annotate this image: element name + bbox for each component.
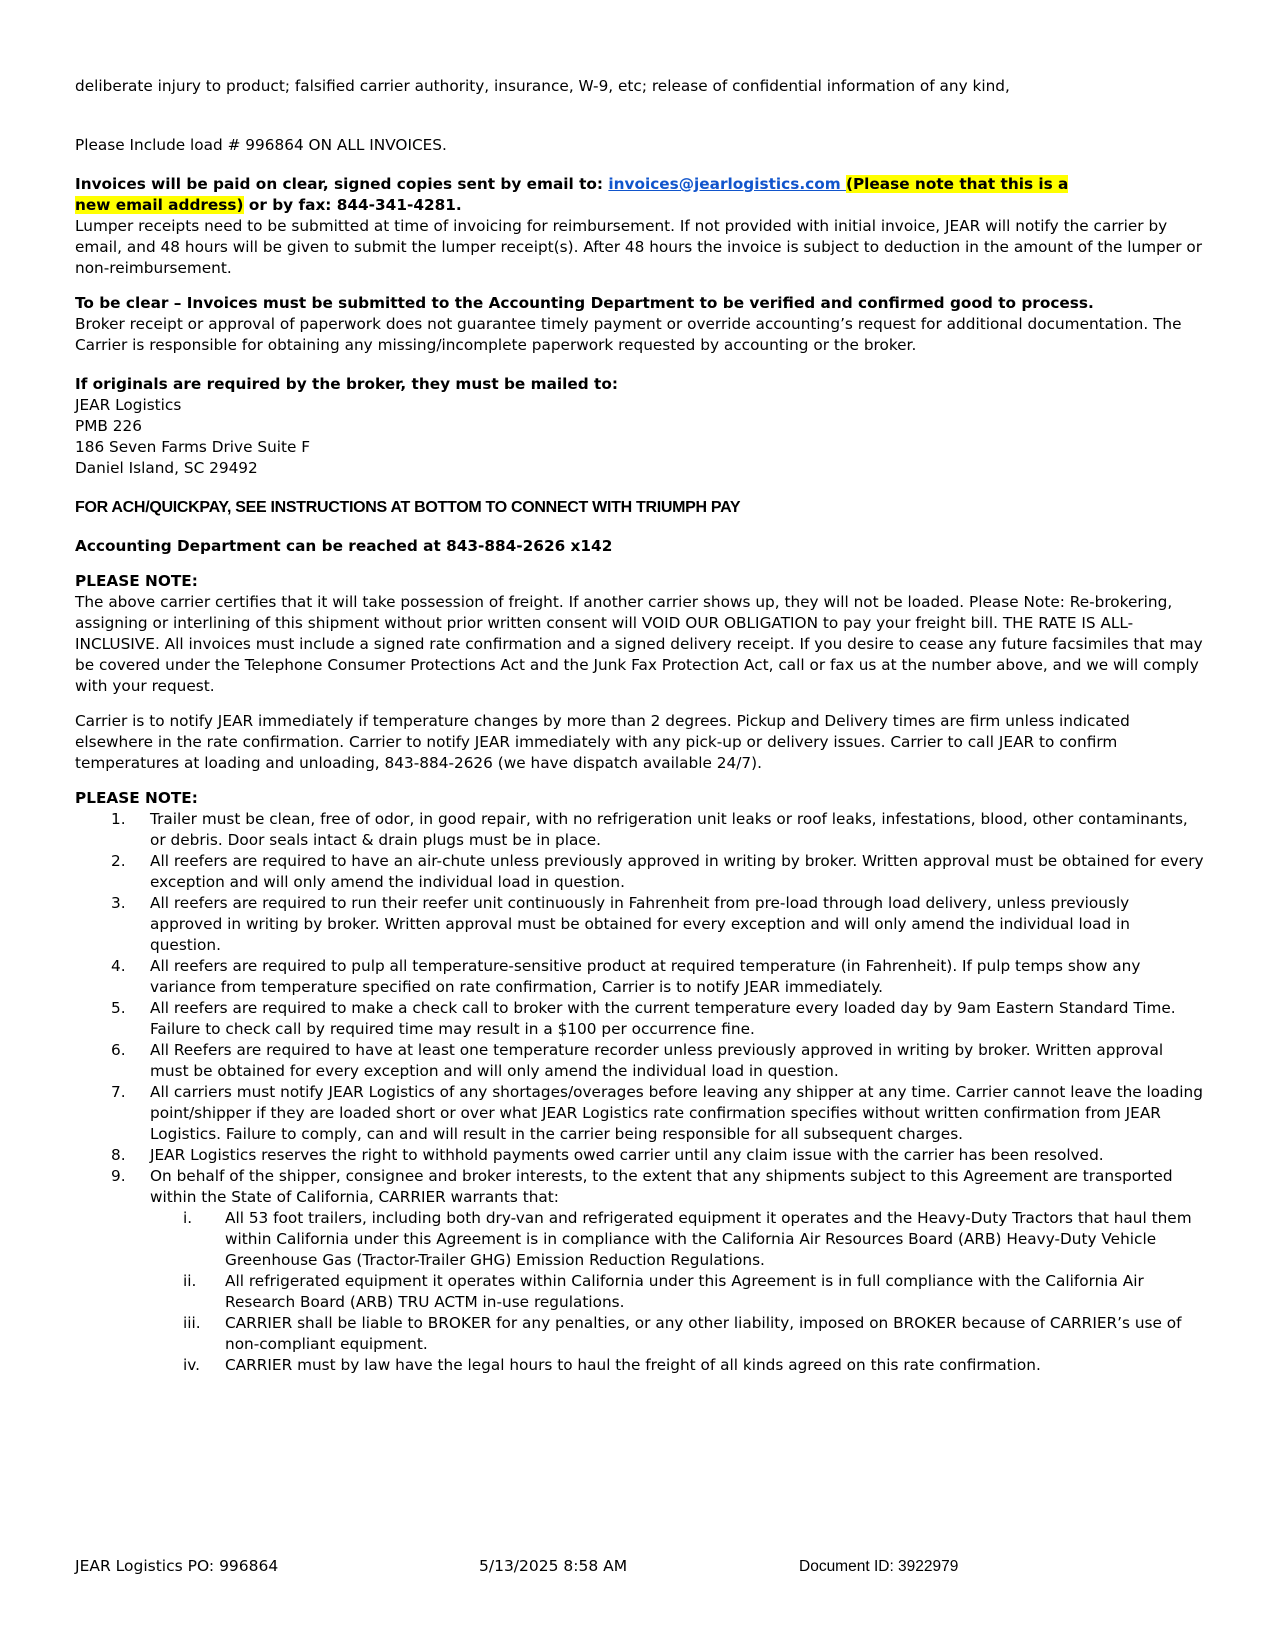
address-line: 186 Seven Farms Drive Suite F bbox=[75, 438, 311, 456]
sublist-item bbox=[150, 1355, 1205, 1376]
ach-quickpay-line: FOR ACH/QUICKPAY, SEE INSTRUCTIONS AT BOTTOM TO CONNECT WITH TRIUMPH PAY bbox=[75, 499, 741, 516]
list-item-number: 6. bbox=[111, 1041, 126, 1059]
list-item bbox=[75, 809, 1205, 851]
please-note-heading: PLEASE NOTE: bbox=[75, 572, 198, 590]
clear-body: Broker receipt or approval of paperwork does not guarantee timely payment or override accounting’s request for additional documentation. The Carrier is responsible for obtaining any missing/incomplete paperwork requested by accounting or the broker. bbox=[75, 315, 1182, 354]
load-line: Please Include load # 996864 ON ALL INVOICES. bbox=[75, 136, 447, 154]
lumper-text: Lumper receipts need to be submitted at time of invoicing for reimbursement. If not provided with initial invoice, JEAR will notify the carrier by email, and 48 hours will be given to submit the lumper receipt(s). After 48 hours the invoice is subject to deduction in the amount of the lumper or non-reimbursement. bbox=[75, 217, 1203, 277]
address-line: PMB 226 bbox=[75, 417, 142, 435]
document-page bbox=[75, 76, 1205, 1376]
list-item bbox=[75, 1166, 1205, 1376]
new-email-note-2: new email address) bbox=[75, 196, 244, 214]
list-item-number: 1. bbox=[111, 810, 126, 828]
list-item-text: All carriers must notify JEAR Logistics of any shortages/overages before leaving any shipper at any time. Carrier cannot leave the loading point/shipper if they are loaded short or over what JEAR Logistics rate confirmation specifies without written confirmation from JEAR Logistics. Failure to comply, can and will result in the carrier being responsible for all subsequent charges. bbox=[150, 1083, 1203, 1143]
list-item-number: 8. bbox=[111, 1146, 126, 1164]
list-item bbox=[75, 851, 1205, 893]
please-note-body: The above carrier certifies that it will take possession of freight. If another carrier shows up, they will not be loaded. Please Note: Re-brokering, assigning or interlining of this shipment without prior written consent will VOID OUR OBLIGATION to pay your freight bill. THE RATE IS ALL-INCLUSIVE. All invoices must include a signed rate confirmation and a signed delivery receipt. If you desire to cease any future facsimiles that may be covered under the Telephone Consumer Protections Act and the Junk Fax Protection Act, call or fax us at the number above, and we will comply with your request. bbox=[75, 593, 1203, 695]
fax-line: or by fax: 844-341-4281. bbox=[243, 196, 462, 214]
sublist-item bbox=[150, 1271, 1205, 1313]
new-email-note: (Please note that this is a bbox=[845, 175, 1069, 193]
please-note-heading: PLEASE NOTE: bbox=[75, 789, 198, 807]
originals-heading: If originals are required by the broker, they must be mailed to: bbox=[75, 375, 618, 393]
originals-block bbox=[75, 374, 1205, 479]
sublist-item-number: iii. bbox=[183, 1314, 201, 1332]
list-item-text: All reefers are required to run their reefer unit continuously in Fahrenheit from pre-load through load delivery, unless previously approved in writing by broker. Written approval must be obtained for every exception and will only amend the individual load in question. bbox=[150, 894, 1130, 954]
list-item-number: 2. bbox=[111, 852, 126, 870]
list-item-text: On behalf of the shipper, consignee and broker interests, to the extent that any shipments subject to this Agreement are transported within the State of California, CARRIER warrants that: bbox=[150, 1167, 1173, 1206]
invoices-lead: Invoices will be paid on clear, signed copies sent by email to: bbox=[75, 175, 609, 193]
list-item bbox=[75, 998, 1205, 1040]
sublist-item-number: ii. bbox=[183, 1272, 197, 1290]
california-sublist bbox=[150, 1208, 1205, 1376]
list-item bbox=[75, 1145, 1205, 1166]
clear-heading: To be clear – Invoices must be submitted to the Accounting Department to be verified and confirmed good to process. bbox=[75, 294, 1094, 312]
list-item bbox=[75, 893, 1205, 956]
list-item-number: 9. bbox=[111, 1167, 126, 1185]
footer-po-number: JEAR Logistics PO: 996864 bbox=[75, 1557, 279, 1575]
page-footer bbox=[75, 1556, 1205, 1576]
address-line: JEAR Logistics bbox=[75, 396, 182, 414]
sublist-item-text: CARRIER shall be liable to BROKER for any penalties, or any other liability, imposed on BROKER because of CARRIER’s use of non-compliant equipment. bbox=[225, 1314, 1182, 1353]
list-item-text: JEAR Logistics reserves the right to withhold payments owed carrier until any claim issue with the carrier has been resolved. bbox=[150, 1146, 1104, 1164]
top-line: deliberate injury to product; falsified carrier authority, insurance, W-9, etc; release of confidential information of any kind, bbox=[75, 77, 1010, 95]
list-item-text: All reefers are required to make a check call to broker with the current temperature every loaded day by 9am Eastern Standard Time. Failure to check call by required time may result in a $100 per occurrence fine. bbox=[150, 999, 1176, 1038]
sublist-item-text: All refrigerated equipment it operates within California under this Agreement is in full compliance with the California Air Research Board (ARB) TRU ACTM in-use regulations. bbox=[225, 1272, 1144, 1311]
list-item bbox=[75, 956, 1205, 998]
list-item-text: Trailer must be clean, free of odor, in good repair, with no refrigeration unit leaks or roof leaks, infestations, blood, other contaminants, or debris. Door seals intact & drain plugs must be in place. bbox=[150, 810, 1188, 849]
sublist-item-text: All 53 foot trailers, including both dry-van and refrigerated equipment it operates and the Heavy-Duty Tractors that haul them within California under this Agreement is in compliance with the California Air Resources Board (ARB) Heavy-Duty Vehicle Greenhouse Gas (Tractor-Trailer GHG) Emission Reduction Regulations. bbox=[225, 1209, 1192, 1269]
sublist-item-number: i. bbox=[183, 1209, 193, 1227]
footer-datetime: 5/13/2025 8:58 AM bbox=[479, 1557, 628, 1575]
list-item bbox=[75, 1082, 1205, 1145]
invoices-paragraph bbox=[75, 174, 1205, 279]
accounting-contact-line: Accounting Department can be reached at 843-884-2626 x142 bbox=[75, 537, 613, 555]
temperature-notice: Carrier is to notify JEAR immediately if temperature changes by more than 2 degrees. Pickup and Delivery times are firm unless indicated elsewhere in the rate confirmation. Carrier to notify JEAR immediately with any pick-up or delivery issues. Carrier to call JEAR to confirm temperatures at loading and unloading, 843-884-2626 (we have dispatch available 24/7). bbox=[75, 712, 1130, 772]
footer-document-id: Document ID: 3922979 bbox=[799, 1558, 959, 1575]
list-item-number: 7. bbox=[111, 1083, 126, 1101]
clear-paragraph bbox=[75, 293, 1205, 356]
invoices-email-link[interactable]: invoices@jearlogistics.com bbox=[608, 175, 846, 193]
sublist-item-number: iv. bbox=[183, 1356, 200, 1374]
list-item-text: All Reefers are required to have at least one temperature recorder unless previously approved in writing by broker. Written approval must be obtained for every exception and will only amend the individual load in question. bbox=[150, 1041, 1164, 1080]
please-note-block-1 bbox=[75, 571, 1205, 774]
sublist-item bbox=[150, 1313, 1205, 1355]
sublist-item-text: CARRIER must by law have the legal hours to haul the freight of all kinds agreed on this rate confirmation. bbox=[225, 1356, 1041, 1374]
requirements-list bbox=[75, 809, 1205, 1376]
sublist-item bbox=[150, 1208, 1205, 1271]
list-item-number: 5. bbox=[111, 999, 126, 1017]
list-item-text: All reefers are required to pulp all temperature-sensitive product at required temperature (in Fahrenheit). If pulp temps show any variance from temperature specified on rate confirmation, Carrier is to notify JEAR immediately. bbox=[150, 957, 1141, 996]
list-item-number: 3. bbox=[111, 894, 126, 912]
list-item bbox=[75, 1040, 1205, 1082]
list-item-number: 4. bbox=[111, 957, 126, 975]
address-line: Daniel Island, SC 29492 bbox=[75, 459, 258, 477]
please-note-block-2 bbox=[75, 788, 1205, 1376]
list-item-text: All reefers are required to have an air-chute unless previously approved in writing by broker. Written approval must be obtained for every exception and will only amend the individual load in question. bbox=[150, 852, 1204, 891]
